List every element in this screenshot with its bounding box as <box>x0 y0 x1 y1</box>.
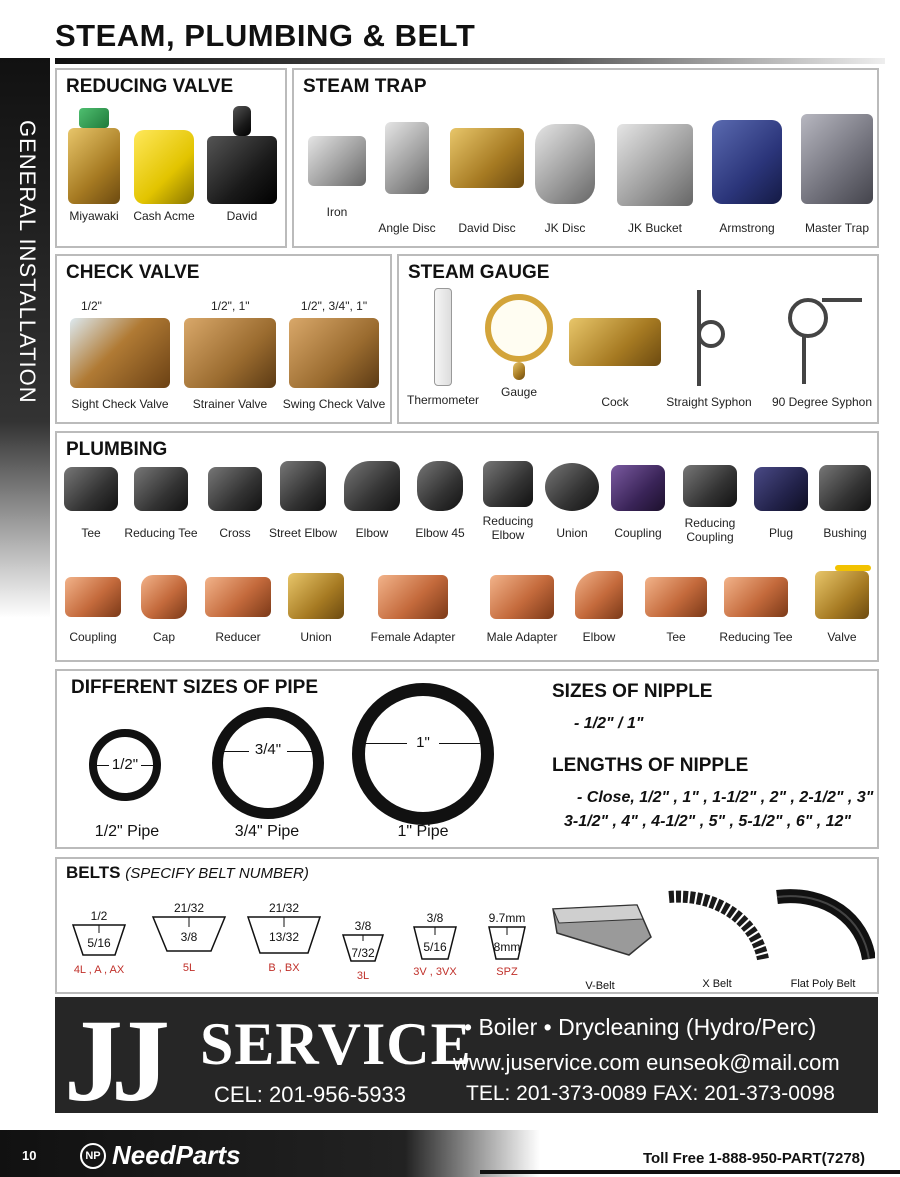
valve-image <box>207 136 277 204</box>
steam-trap-item <box>796 114 878 236</box>
fitting-image <box>344 461 400 511</box>
steam-trap-title: STEAM TRAP <box>303 76 427 97</box>
trap-image <box>712 120 782 204</box>
item-label: Reducing Tee <box>719 630 793 644</box>
trap-image <box>450 128 524 188</box>
belt-type-label: Flat Poly Belt <box>790 978 856 990</box>
nipple-lengths-title: LENGTHS OF NIPPLE <box>552 755 749 776</box>
belt-profile <box>69 909 129 976</box>
pipe-caption: 1/2" Pipe <box>94 823 160 840</box>
plumbing-item <box>63 467 119 541</box>
page-number: 10 <box>22 1148 37 1163</box>
item-label: Gauge <box>500 385 538 399</box>
belt-profile <box>149 901 229 974</box>
fitting-image <box>611 465 665 511</box>
item-label: Bushing <box>823 526 867 540</box>
pipe-caption: 1" Pipe <box>397 823 449 840</box>
plumbing-item <box>569 571 629 645</box>
footer-rule <box>480 1170 900 1174</box>
belt-profile <box>243 901 325 974</box>
belt-code: 4L , A , AX <box>73 964 125 976</box>
belt-code: SPZ <box>496 966 518 978</box>
fitting-image <box>134 467 188 511</box>
steam-gauge-panel <box>397 254 879 424</box>
nipple-lengths-line2: 3-1/2" , 4" , 4-1/2" , 5" , 5-1/2" , 6" , 12" <box>564 813 852 830</box>
nipple-sizes-title: SIZES OF NIPPLE <box>552 681 713 702</box>
item-label: Reducing Elbow <box>482 514 534 542</box>
item-label: Valve <box>827 630 857 644</box>
belt-inner-dim: 5/16 <box>423 940 447 954</box>
page-title: STEAM, PLUMBING & BELT <box>55 18 476 53</box>
belt-code: B , BX <box>268 962 300 974</box>
fitting-image <box>64 467 118 511</box>
plumbing-item <box>205 467 265 541</box>
thermometer-image <box>434 288 452 386</box>
item-label: Iron <box>326 205 348 219</box>
fitting-image <box>645 577 707 617</box>
valve-image <box>289 318 379 388</box>
belt-top-width: 3/8 <box>426 911 444 925</box>
fitting-image <box>754 467 808 511</box>
pipe-ring-one-inch <box>352 683 494 825</box>
belt-type-label: V-Belt <box>585 980 615 992</box>
belt-inner-dim: 5/16 <box>87 936 111 950</box>
trap-image <box>535 124 595 204</box>
trap-image <box>308 136 366 186</box>
item-label: Angle Disc <box>378 221 436 235</box>
plumbing-item <box>405 461 475 541</box>
banner-cel: CEL: 201-956-5933 <box>214 1082 407 1107</box>
fitting-image <box>280 461 326 511</box>
belt-type-label: X Belt <box>702 978 732 990</box>
trap-image <box>385 122 429 194</box>
fitting-image <box>378 575 448 619</box>
steam-gauge-item <box>401 288 485 408</box>
reducing-valve-title: REDUCING VALVE <box>66 76 234 97</box>
gauge-stem-image <box>513 362 525 380</box>
valve-image <box>184 318 276 388</box>
belt-top-width: 1/2 <box>90 909 108 923</box>
check-valve-item <box>61 300 179 412</box>
steam-trap-item <box>704 120 790 236</box>
check-valve-title: CHECK VALVE <box>66 262 200 283</box>
steam-trap-item <box>302 136 372 220</box>
fitting-image <box>815 571 869 619</box>
reducing-valve-item <box>129 130 199 224</box>
size-label: 1/2", 1" <box>211 299 250 313</box>
reducing-valve-item <box>203 106 281 224</box>
plumbing-panel <box>55 431 879 662</box>
banner-tel-fax: TEL: 201-373-0089 FAX: 201-373-0098 <box>466 1082 835 1105</box>
nipple-sizes-value: - 1/2" / 1" <box>574 715 644 732</box>
belt-code: 5L <box>182 962 196 974</box>
item-label: Coupling <box>614 526 662 540</box>
item-label: Strainer Valve <box>192 396 268 411</box>
banner-web-email: www.juservice.com eunseok@mail.com <box>453 1050 840 1075</box>
steam-trap-item <box>530 124 600 236</box>
plumbing-item <box>263 461 343 541</box>
plumbing-item <box>341 461 403 541</box>
item-label: Tee <box>81 526 101 540</box>
item-label: Street Elbow <box>268 526 338 540</box>
fitting-image <box>205 577 271 617</box>
plumbing-item <box>605 465 671 541</box>
fitting-image <box>208 467 262 511</box>
valve-image <box>76 108 112 128</box>
item-label: Coupling <box>69 630 117 644</box>
fitting-image <box>575 571 623 619</box>
fitting-image <box>724 577 788 617</box>
plumbing-item <box>475 461 541 543</box>
item-label: Elbow <box>355 526 389 540</box>
plumbing-item <box>63 577 123 645</box>
belt-type <box>545 895 655 992</box>
trap-image <box>617 124 693 206</box>
steam-gauge-item <box>767 290 877 410</box>
item-label: Elbow <box>582 630 616 644</box>
item-label: JK Disc <box>544 221 586 235</box>
straight-syphon-image <box>689 290 729 386</box>
reducing-valve-item <box>61 108 127 224</box>
item-label: Cash Acme <box>133 209 195 223</box>
valve-image <box>233 106 251 136</box>
belt-inner-dim: 3/8 <box>180 930 198 944</box>
belts-panel <box>55 857 879 994</box>
steam-gauge-item <box>567 318 663 410</box>
pipe-dim-label: 1/2" <box>109 756 141 773</box>
item-label: Elbow 45 <box>415 526 465 540</box>
company-logo-word: SERVICE <box>200 1011 472 1077</box>
belt-inner-dim: 7/32 <box>351 946 375 960</box>
belts-title-text: BELTS <box>66 863 121 882</box>
pipe-ring-three-quarter <box>212 707 324 819</box>
item-label: Swing Check Valve <box>282 396 386 411</box>
plumbing-item <box>813 465 877 541</box>
belt-top-width: 9.7mm <box>488 911 526 925</box>
needparts-logo-icon: NP <box>80 1143 106 1169</box>
fitting-image <box>141 575 187 619</box>
pipe-dim-label: 3/4" <box>249 741 287 758</box>
belt-top-width: 21/32 <box>173 901 205 915</box>
belt-top-width: 3/8 <box>354 919 372 933</box>
steam-trap-panel <box>292 68 879 248</box>
item-label: David Disc <box>458 221 516 235</box>
belt-profile <box>407 911 463 978</box>
plumbing-item <box>201 577 275 645</box>
valve-image <box>68 128 120 204</box>
syphon-90-image <box>782 290 862 386</box>
belt-top-width: 21/32 <box>268 901 300 915</box>
item-label: Cock <box>601 395 629 409</box>
item-label: Sight Check Valve <box>71 396 169 411</box>
banner-services: • Boiler • Drycleaning (Hydro/Perc) <box>464 1014 817 1040</box>
plumbing-item <box>809 571 875 645</box>
pipe-panel <box>55 669 879 849</box>
plumbing-item <box>673 465 747 545</box>
item-label: Plug <box>768 526 794 540</box>
item-label: Master Trap <box>804 221 870 235</box>
fitting-image <box>65 577 121 617</box>
brand-name: NeedParts <box>112 1140 241 1170</box>
valve-image <box>70 318 170 388</box>
flat-poly-belt-image <box>771 889 875 963</box>
item-label: Reducing Tee <box>124 526 198 540</box>
belt-inner-dim: 8mm <box>493 940 521 954</box>
plumbing-item <box>641 577 711 645</box>
item-label: Straight Syphon <box>666 395 752 409</box>
item-label: Reducing Coupling <box>684 516 736 544</box>
trap-image <box>801 114 873 204</box>
belt-inner-dim: 13/32 <box>268 930 300 944</box>
cock-image <box>569 318 661 366</box>
item-label: Female Adapter <box>370 630 456 644</box>
fitting-image <box>417 461 463 511</box>
belt-profile <box>337 919 389 982</box>
x-belt-image <box>665 889 769 963</box>
belt-code: 3L <box>356 970 370 982</box>
item-label: David <box>226 209 258 223</box>
size-label: 1/2", 3/4", 1" <box>300 299 368 313</box>
item-label: Armstrong <box>719 221 775 235</box>
check-valve-panel <box>55 254 392 424</box>
plumbing-item <box>477 575 567 645</box>
belt-code: 3V , 3VX <box>413 966 457 978</box>
plumbing-item <box>541 463 603 541</box>
nipple-lengths-line1: - Close, 1/2" , 1" , 1-1/2" , 2" , 2-1/2" , 3" <box>577 789 874 806</box>
fitting-image <box>819 465 871 511</box>
plumbing-item <box>361 575 465 645</box>
company-logo-letters: JJ <box>64 995 158 1126</box>
plumbing-item <box>119 467 203 541</box>
plumbing-item <box>281 573 351 645</box>
plumbing-item <box>751 467 811 541</box>
plumbing-item <box>713 577 799 645</box>
toll-free-number: Toll Free 1-888-950-PART(7278) <box>642 1150 865 1167</box>
steam-trap-item <box>374 122 440 236</box>
item-label: Miyawaki <box>69 209 119 223</box>
item-label: Tee <box>666 630 686 644</box>
reducing-valve-panel <box>55 68 287 248</box>
v-belt-image <box>547 895 653 959</box>
belt-profile <box>479 911 535 978</box>
plumbing-title: PLUMBING <box>66 439 168 460</box>
fitting-image <box>683 465 737 507</box>
item-label: Cap <box>152 630 175 644</box>
item-label: Union <box>300 630 332 644</box>
plumbing-item <box>133 575 195 645</box>
title-rule <box>55 58 885 64</box>
gauge-image <box>485 294 553 362</box>
item-label: Male Adapter <box>486 630 558 644</box>
check-valve-item <box>177 300 283 412</box>
steam-trap-item <box>612 124 698 236</box>
item-label: Union <box>556 526 588 540</box>
belt-type <box>663 889 771 990</box>
belt-type <box>769 889 877 990</box>
pipe-dim-label: 1" <box>407 734 439 751</box>
valve-image <box>134 130 194 204</box>
item-label: Thermometer <box>406 393 480 407</box>
pipe-caption: 3/4" Pipe <box>234 823 300 840</box>
item-label: Reducer <box>215 630 261 644</box>
item-label: 90 Degree Syphon <box>771 395 873 409</box>
side-label: GENERAL INSTALLATION <box>15 120 40 404</box>
check-valve-item <box>279 300 389 412</box>
fitting-image <box>545 463 599 511</box>
belts-title <box>66 863 309 883</box>
steam-gauge-item <box>481 294 557 400</box>
item-label: JK Bucket <box>627 221 683 235</box>
size-label: 1/2" <box>81 299 102 313</box>
steam-gauge-title: STEAM GAUGE <box>408 262 550 283</box>
fitting-image <box>483 461 533 507</box>
pipe-title: DIFFERENT SIZES OF PIPE <box>71 677 319 698</box>
belts-subtitle: (SPECIFY BELT NUMBER) <box>125 865 309 882</box>
steam-trap-item <box>448 128 526 236</box>
item-label: Cross <box>219 526 251 540</box>
fitting-image <box>490 575 554 619</box>
fitting-image <box>288 573 344 619</box>
steam-gauge-item <box>661 290 757 410</box>
